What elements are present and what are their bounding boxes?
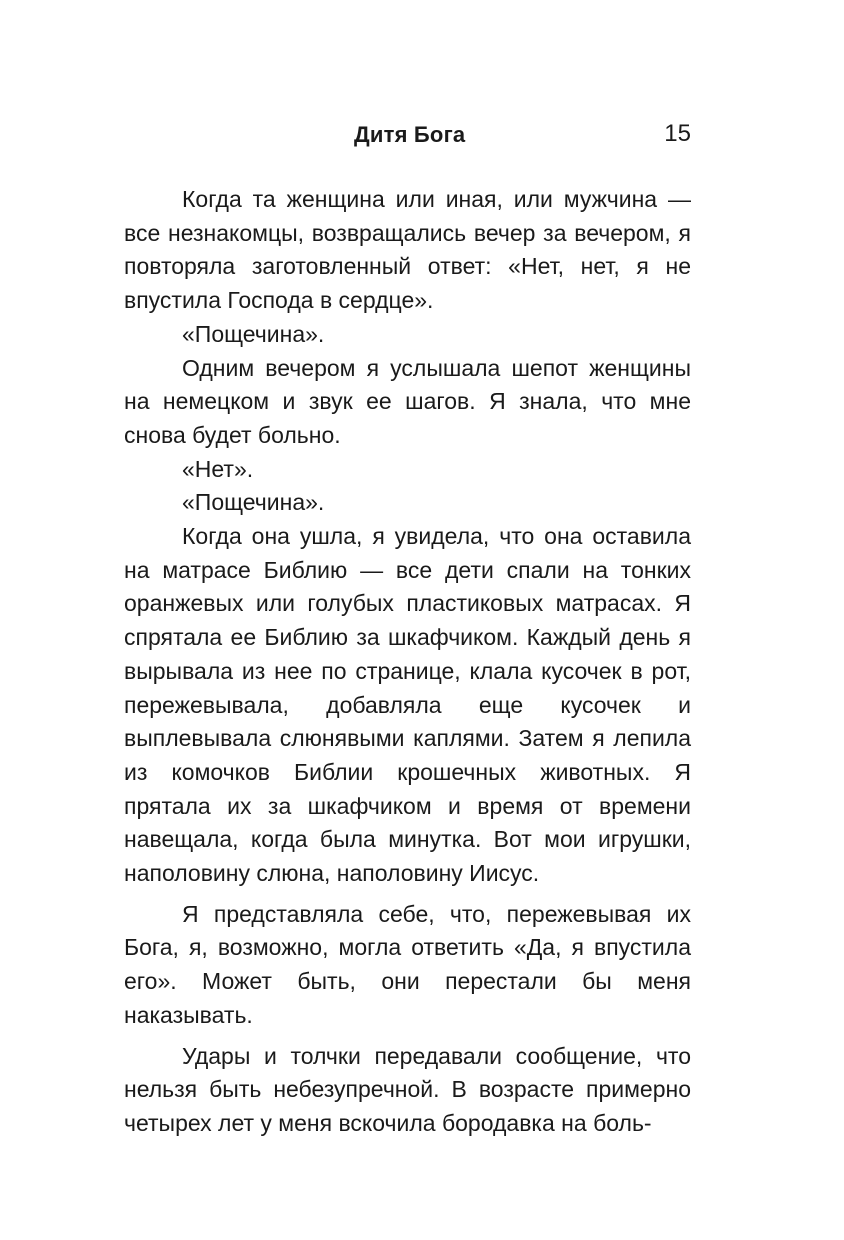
- paragraph: Когда та женщина или иная, или мужчина — все незнакомцы, возвращались вечер за вечером, я повторяла заготовленный ответ: «Нет, нет, я не впустила Господа в сердце».: [124, 186, 691, 314]
- body-text: [124, 183, 691, 1141]
- running-head: [124, 120, 691, 152]
- paragraph: Одним вечером я услышала шепот женщины на немецком и звук ее шагов. Я знала, что мне снова будет больно.: [124, 354, 691, 448]
- paragraph: «Пощечина».: [182, 320, 325, 347]
- book-page: [124, 0, 691, 1240]
- paragraph: «Нет».: [182, 455, 254, 482]
- paragraph: Когда она ушла, я увидела, что она оставила на матрасе Библию — все дети спали на тонких оранжевых или голубых пластиковых матрасах. Я спрятала ее Библию за шкафчиком. Каждый день я вырывала из нее по странице, клала кусочек в рот, пережевывала, добавляла еще кусочек и выплевывала слюнявыми каплями. Затем я лепила из комочков Библии крошечных животных. Я прятала их за шкафчиком и время от времени навещала, когда была минутка. Вот мои игрушки, наполовину слюна, наполовину Иисус.: [124, 523, 691, 887]
- paragraph: Удары и толчки передавали сообщение, что нельзя быть небезупречной. В возрасте примерно четырех лет у меня вскочила бородавка на боль-: [124, 1042, 691, 1136]
- paragraph: Я представляла себе, что, пережевывая их Бога, я, возможно, могла ответить «Да, я впустила его». Может быть, они перестали бы меня наказывать.: [124, 900, 691, 1028]
- running-title: Дитя Бога: [354, 122, 466, 147]
- page-number: 15: [664, 120, 691, 147]
- paragraph: «Пощечина».: [182, 489, 325, 516]
